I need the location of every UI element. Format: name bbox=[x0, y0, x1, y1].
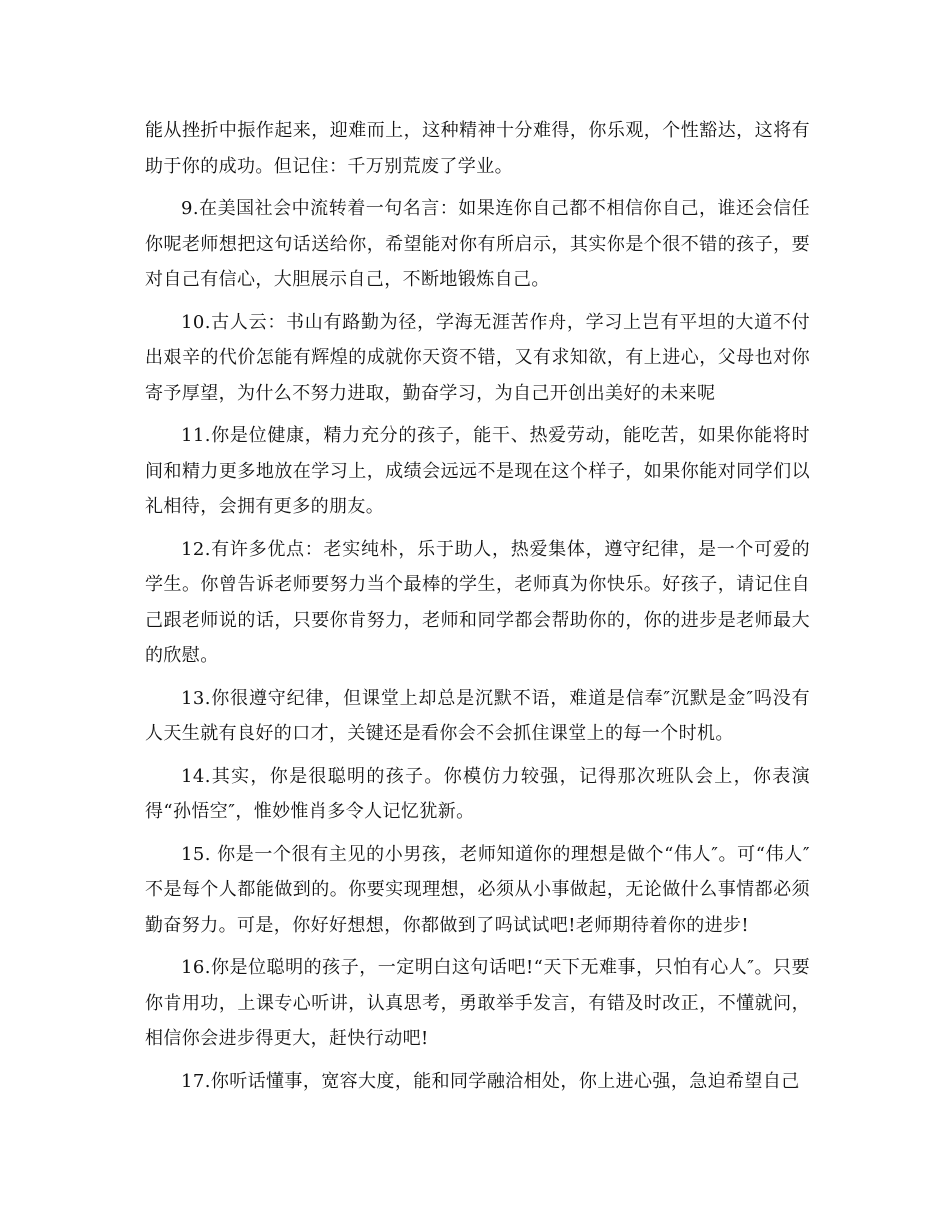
paragraph-11: 11.你是位健康，精力充分的孩子，能干、热爱劳动，能吃苦，如果你能将时间和精力更多地放在学习上，成绩会远远不是现在这个样子，如果你能对同学们以礼相待，会拥有更多的朋友。 bbox=[145, 425, 810, 517]
paragraph-9: 9.在美国社会中流转着一句名言：如果连你自己都不相信你自己，谁还会信任你呢老师想把这句话送给你，希望能对你有所启示，其实你是个很不错的孩子，要对自己有信心，大胆展示自己，不断地锻炼自己。 bbox=[145, 198, 810, 290]
paragraph-10: 10.古人云：书山有路勤为径，学海无涯苦作舟，学习上岂有平坦的大道不付出艰辛的代价怎能有辉煌的成就你天资不错，又有求知欲，有上进心，父母也对你寄予厚望，为什么不努力进取，勤奋学习，为自己开创出美好的未来呢 bbox=[145, 311, 810, 404]
paragraph-14: 14.其实，你是很聪明的孩子。你模仿力较强，记得那次班队会上，你表演得“孙悟空″，惟妙惟肖多令人记忆犹新。 bbox=[145, 765, 810, 822]
document-body bbox=[145, 113, 810, 1106]
paragraph-13: 13.你很遵守纪律，但课堂上却总是沉默不语，难道是信奉″沉默是金″吗没有人天生就有良好的口才，关键还是看你会不会抓住课堂上的每一个时机。 bbox=[145, 687, 810, 744]
paragraph-17: 17.你听话懂事，宽容大度，能和同学融洽相处，你上进心强，急迫希望自己 bbox=[181, 1070, 800, 1092]
paragraph-16: 16.你是位聪明的孩子，一定明白这句话吧!“天下无难事，只怕有心人″。只要你肯用功，上课专心听讲，认真思考，勇敢举手发言，有错及时改正，不懂就问，相信你会进步得更大，赶快行动吧! bbox=[145, 957, 810, 1049]
paragraph-12: 12.有许多优点：老实纯朴，乐于助人，热爱集体，遵守纪律，是一个可爱的学生。你曾告诉老师要努力当个最棒的学生，老师真为你快乐。好孩子，请记住自己跟老师说的话，只要你肯努力，老师和同学都会帮助你的，你的进步是老师最大的欣慰。 bbox=[145, 538, 810, 666]
paragraph-continuation: 能从挫折中振作起来，迎难而上，这种精神十分难得，你乐观，个性豁达，这将有助于你的成功。但记住：千万别荒废了学业。 bbox=[145, 120, 810, 177]
paragraph-15: 15. 你是一个很有主见的小男孩，老师知道你的理想是做个“伟人″。可“伟人″不是每个人都能做到的。你要实现理想，必须从小事做起，无论做什么事情都必须勤奋努力。可是，你好好想想，你都做到了吗试试吧!老师期待着你的进步! bbox=[145, 843, 810, 936]
